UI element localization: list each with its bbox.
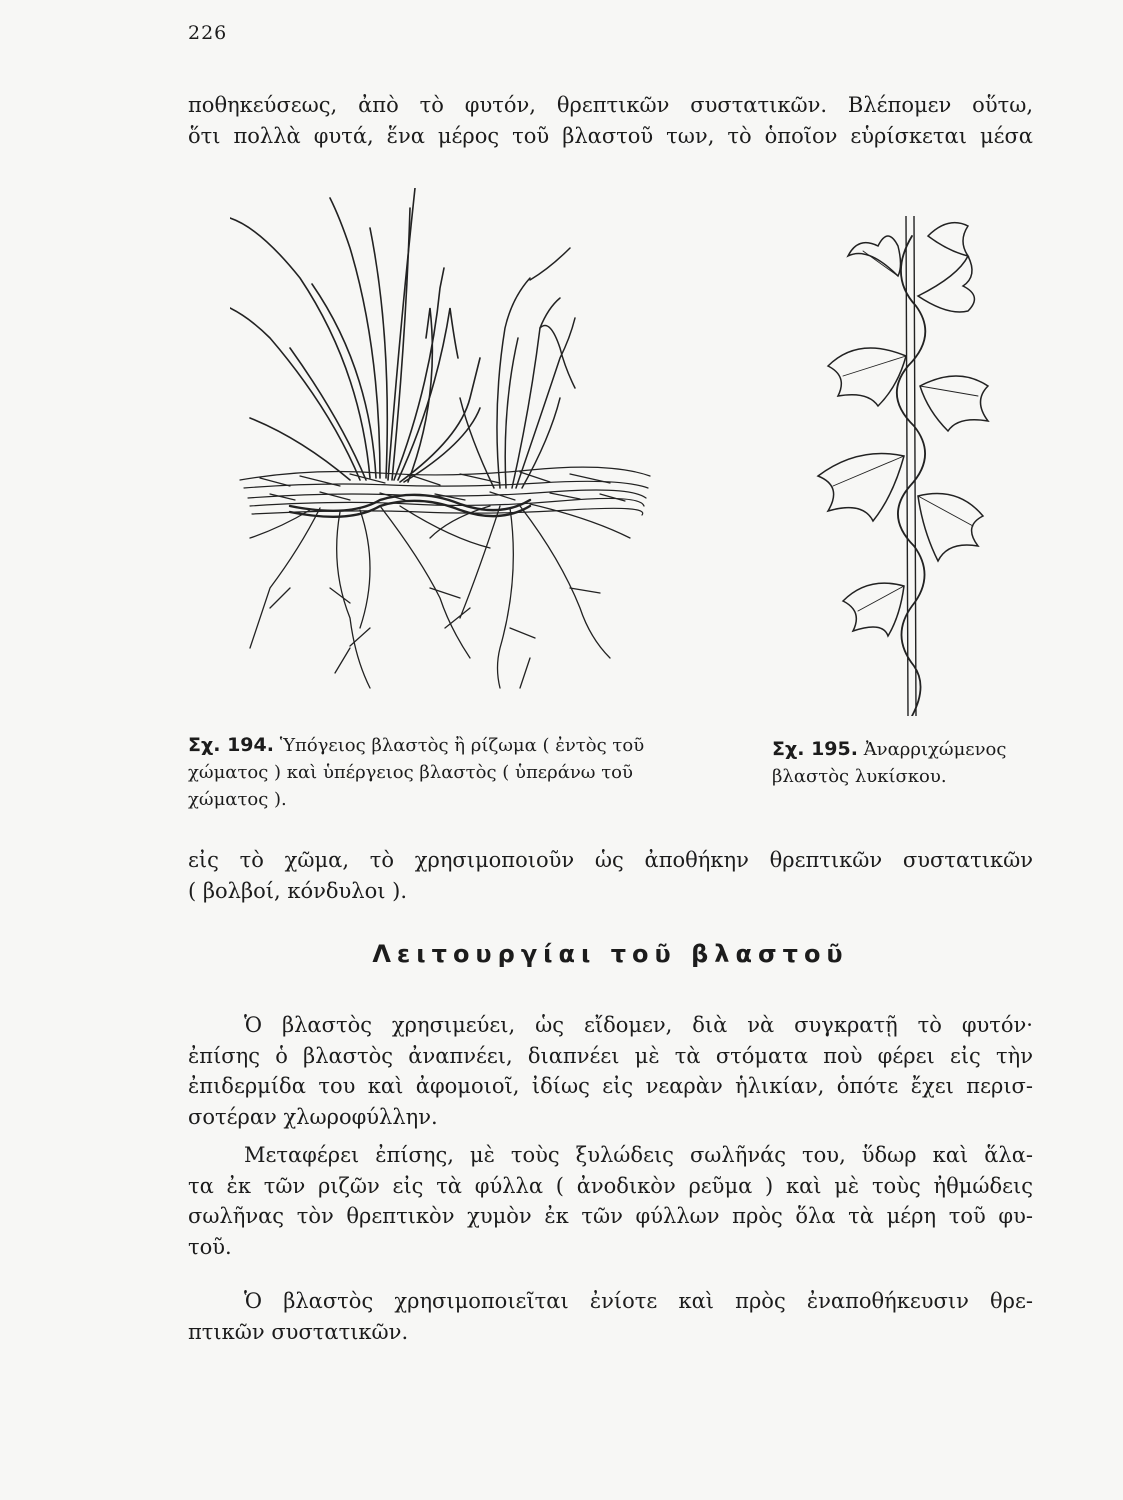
text-line: ἐπιδερμίδα του καὶ ἀφομοιοῖ, ἰδίως εἰς νεαρὰν ἡλικίαν, ὁπότε ἔχει περισ-	[188, 1074, 1033, 1098]
rhizome-illustration	[230, 188, 660, 716]
text-line: ὅτι πολλὰ φυτά, ἕνα μέρος τοῦ βλαστοῦ των, τὸ ὁποῖον εὑρίσκεται μέσα	[188, 123, 1033, 148]
function-paragraph-1	[188, 1010, 1033, 1132]
leaf-veins	[833, 251, 978, 611]
text-line: σωλῆνας τὸν θρεπτικὸν χυμὸν ἐκ τῶν φύλλων πρὸς ὅλα τὰ μέρη τοῦ φυ-	[188, 1204, 1033, 1228]
page-number: 226	[188, 22, 228, 44]
text-line: σοτέραν χλωροφύλλην.	[188, 1104, 438, 1129]
figure-194-caption	[188, 732, 648, 813]
text-line: Μεταφέρει ἐπίσης, μὲ τοὺς ξυλώδεις σωλῆνάς του, ὕδωρ καὶ ἅλα-	[244, 1143, 1033, 1167]
text-line: τα ἐκ τῶν ριζῶν εἰς τὰ φύλλα ( ἀνοδικὸν ρεῦμα ) καὶ μὲ τοὺς ἠθμώδεις	[188, 1173, 1033, 1198]
twining-stem	[897, 236, 925, 716]
left-plant-roots	[250, 506, 490, 688]
support-pole	[906, 216, 916, 716]
continuation-paragraph	[188, 845, 1033, 906]
section-heading: Λειτουργίαι τοῦ βλαστοῦ	[372, 940, 849, 968]
function-paragraph-2	[188, 1140, 1033, 1262]
text-line: εἰς τὸ χῶμα, τὸ χρησιμοποιοῦν ὡς ἀποθήκην θρεπτικῶν συστατικῶν	[188, 848, 1033, 872]
text-line: πτικῶν συστατικῶν.	[188, 1319, 409, 1344]
figure-194-text: Ὑπόγειος βλαστὸς ἢ ρίζωμα ( ἐντὸς τοῦ χώματος ) καὶ ὑπέργειος βλαστὸς ( ὑπεράνω τοῦ χώματος ).	[188, 735, 645, 810]
climbing-hop-illustration	[788, 216, 1000, 716]
figure-194-label: Σχ. 194.	[188, 734, 274, 756]
text-line: ποθηκεύσεως, ἀπὸ τὸ φυτόν, θρεπτικῶν συστατικῶν. Βλέπομεν οὕτω,	[188, 93, 1033, 117]
right-plant-roots	[430, 504, 630, 688]
text-line: τοῦ.	[188, 1234, 232, 1259]
text-line: Ὁ βλαστὸς χρησιμοποιεῖται ἐνίοτε καὶ πρὸς ἐναποθήκευσιν θρε-	[244, 1289, 1033, 1313]
figure-195-label: Σχ. 195.	[772, 738, 858, 760]
function-paragraph-3	[188, 1286, 1033, 1347]
left-plant-leaves	[230, 188, 480, 482]
figure-195-caption	[772, 736, 1032, 790]
text-line: ( βολβοί, κόνδυλοι ).	[188, 878, 408, 903]
figure-195-text: Ἀναρριχώμενος βλαστὸς λυκίσκου.	[772, 739, 1007, 787]
intro-paragraph	[188, 90, 1033, 151]
text-line: ἐπίσης ὁ βλαστὸς ἀναπνέει, διαπνέει μὲ τὰ στόματα ποὺ φέρει εἰς τὴν	[188, 1043, 1033, 1068]
text-line: Ὁ βλαστὸς χρησιμεύει, ὡς εἴδομεν, διὰ νὰ συγκρατῇ τὸ φυτόν·	[244, 1013, 1033, 1037]
